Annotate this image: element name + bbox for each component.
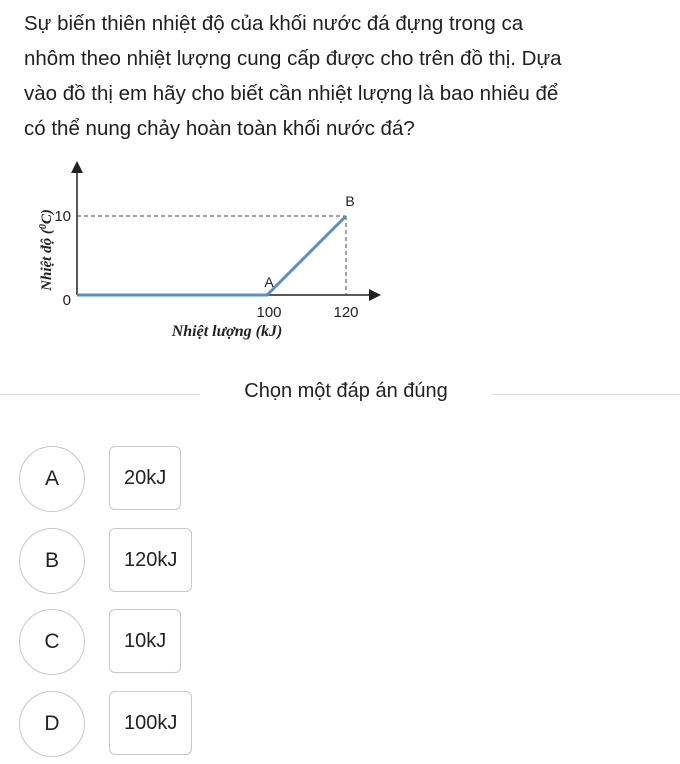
option-text[interactable]: 120kJ: [109, 528, 192, 592]
y-axis-label: Nhiệt độ ($^0$C): [38, 209, 55, 291]
option-text[interactable]: 10kJ: [109, 609, 181, 673]
divider-line: [0, 394, 200, 395]
divider-line: [492, 394, 680, 395]
x-tick-label: 100: [256, 304, 282, 321]
question-line: Sự biến thiên nhiệt độ của khối nước đá đựng trong ca: [24, 12, 524, 35]
option-letter[interactable]: B: [19, 528, 85, 594]
option-letter[interactable]: A: [19, 446, 85, 512]
answer-divider: [0, 378, 680, 408]
chart-svg: [24, 158, 404, 358]
series-line: [77, 216, 346, 295]
point-label-b: B: [345, 193, 355, 209]
question-line: có thể nung chảy hoàn toàn khối nước đá?: [24, 117, 415, 140]
temperature-heat-graph: [24, 158, 404, 358]
point-label-a: A: [264, 274, 274, 290]
option-text[interactable]: 100kJ: [109, 691, 192, 755]
y-tick-label: 10: [54, 208, 71, 225]
y-tick-label: 0: [62, 292, 71, 309]
question-line: vào đồ thị em hãy cho biết cần nhiệt lượng là bao nhiêu để: [24, 82, 559, 105]
question-text: [24, 6, 664, 146]
x-tick-label: 120: [333, 304, 359, 321]
x-axis-label: Nhiệt lượng (kJ): [171, 323, 283, 340]
option-letter[interactable]: C: [19, 609, 85, 675]
option-letter[interactable]: D: [19, 691, 85, 757]
answer-section-label: Chọn một đáp án đúng: [244, 380, 448, 402]
question-line: nhôm theo nhiệt lượng cung cấp được cho trên đồ thị. Dựa: [24, 47, 562, 70]
option-text[interactable]: 20kJ: [109, 446, 181, 510]
